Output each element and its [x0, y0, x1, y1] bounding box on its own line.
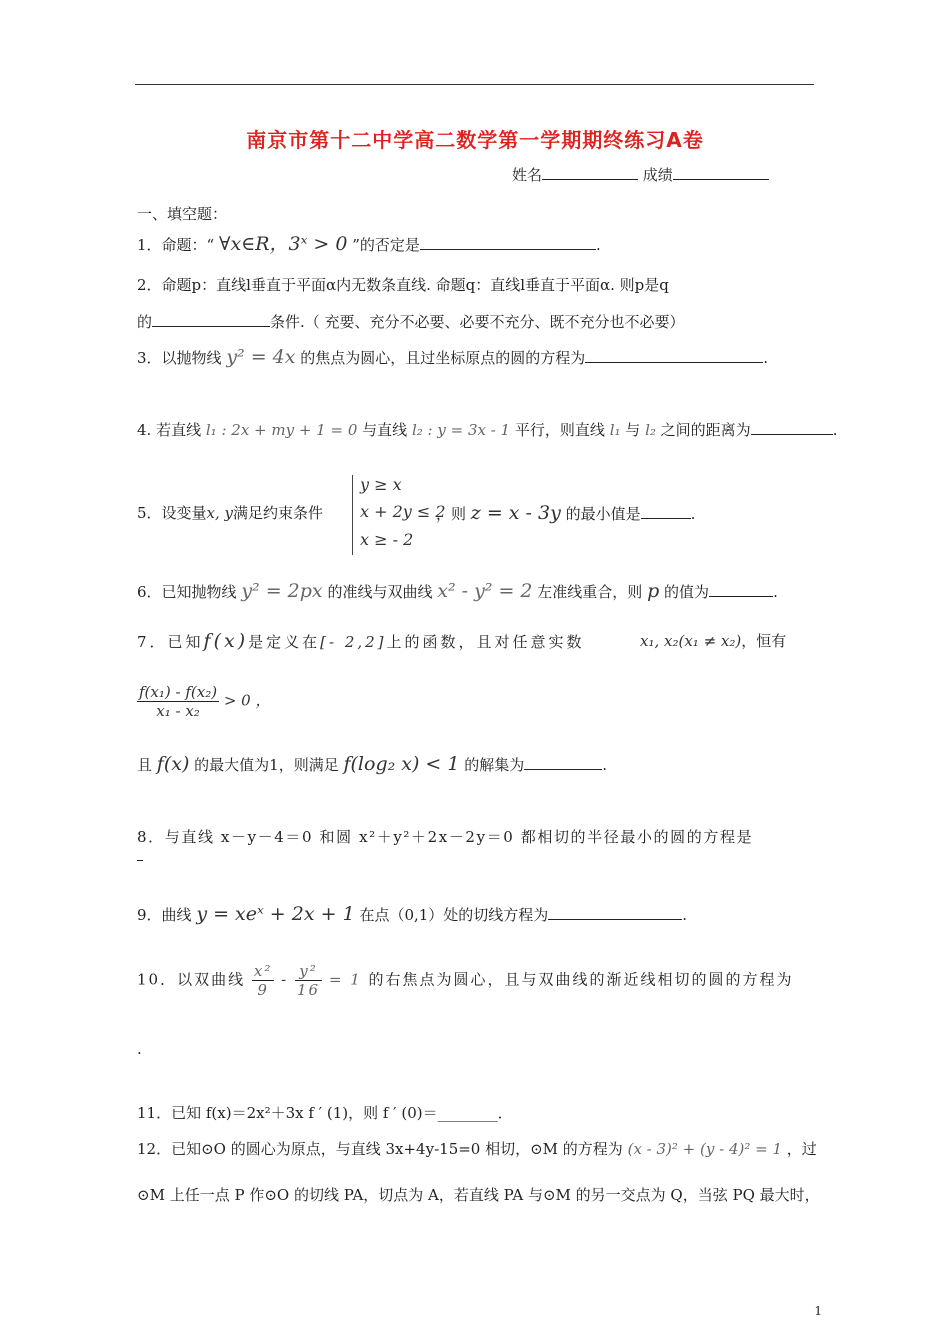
- q7-l3-ineq: f(log₂ x) < 1: [343, 753, 460, 775]
- question-9: 9．曲线 y = xeˣ + 2x + 1 在点（0,1）处的切线方程为 .: [137, 903, 688, 925]
- q5-objective: ，则 z = x - 3y 的最小值是 .: [436, 502, 696, 524]
- q10-frac-2: [295, 962, 322, 999]
- question-3: 3．以抛物线 y² = 4x 的焦点为圆心，且过坐标原点的圆的方程为 .: [137, 346, 769, 368]
- q2-pre: 的: [137, 313, 153, 331]
- q1-tail: ”的否定是: [352, 236, 420, 254]
- q7-answer-blank[interactable]: [524, 755, 602, 770]
- q7-denominator: x₁ - x₂: [156, 702, 200, 720]
- q5-mid: 满足约束条件: [233, 504, 324, 522]
- q4-mid: 与直线: [362, 421, 408, 439]
- q10-den-2: 16: [297, 981, 321, 999]
- q4-line2-math: l₂ : y = 3x - 1: [411, 421, 511, 439]
- q12-post: ，过: [786, 1140, 817, 1158]
- header-rule: [135, 84, 814, 85]
- q5-vars: x, y: [206, 504, 234, 522]
- q7-text: 7．已知: [137, 633, 204, 651]
- q12-math: (x - 3)² + (y - 4)² = 1: [627, 1140, 783, 1158]
- q6-parabola: y² = 2px: [241, 580, 323, 602]
- q6-mid: 的准线与双曲线: [327, 583, 433, 601]
- q7-vars: x₁, x₂(x₁ ≠ x₂): [640, 632, 742, 650]
- q7-fx: f(x): [203, 630, 249, 652]
- q10-post: 的右焦点为圆心，且与双曲线的渐近线相切的圆的方程为: [368, 970, 794, 989]
- q5-text: 5．设变量: [137, 504, 207, 522]
- q4-and: 与: [625, 421, 641, 439]
- q1-math: ∀x∈R，3ˣ > 0: [219, 233, 348, 255]
- q5-brace: [352, 475, 359, 555]
- q5-constraint-1: y ≥ x: [360, 475, 402, 494]
- q10-num-2: y²: [299, 962, 318, 980]
- q7-ineq: > 0 ，: [223, 691, 271, 710]
- q7-post: 上的函数，且对任意实数: [386, 633, 585, 651]
- q6-text: 6．已知抛物线: [137, 583, 237, 601]
- q6-answer-blank[interactable]: [709, 582, 773, 597]
- q4-end: 之间的距离为: [660, 421, 751, 439]
- q7-l3-fx: f(x): [156, 753, 190, 775]
- q9-post: 在点（0,1）处的切线方程为: [359, 906, 549, 924]
- question-12-line2: ⊙M 上任一点 P 作⊙O 的切线 PA，切点为 A，若直线 PA 与⊙M 的另一交点为 Q，当弦 PQ 最大时，: [137, 1186, 820, 1204]
- q6-hyperbola: x² - y² = 2: [437, 580, 533, 602]
- question-7: [137, 630, 585, 652]
- q4-post: 平行，则直线: [514, 421, 605, 439]
- q4-line1-math: l₁ : 2x + my + 1 = 0: [205, 421, 358, 439]
- q7-l3-mid: 的最大值为1，则满足: [194, 756, 339, 774]
- q5-constraint-3: x ≥ - 2: [360, 530, 414, 549]
- q7-fraction: [137, 683, 219, 720]
- q4-l2: l₂: [645, 421, 656, 439]
- q10-minus: -: [281, 970, 289, 989]
- section-heading: 一、填空题：: [137, 205, 228, 223]
- q7-mid: 是定义在: [248, 633, 321, 651]
- q7-l3-post: 的解集为: [464, 756, 525, 774]
- q5-answer-blank[interactable]: [641, 504, 691, 519]
- q9-answer-blank[interactable]: [548, 905, 682, 920]
- q9-math: y = xeˣ + 2x + 1: [196, 903, 355, 925]
- page-title: 南京市第十二中学高二数学第一学期期终练习A卷: [246, 128, 704, 152]
- q7-numerator: f(x₁) - f(x₂): [139, 683, 218, 701]
- q10-dot: .: [137, 1040, 142, 1058]
- q5-then: ，则: [436, 505, 467, 523]
- q4-text: 4. 若直线: [137, 421, 202, 439]
- q5-constraint-2: x + 2y ≤ 2: [360, 502, 446, 521]
- q10-eq: = 1: [328, 970, 362, 989]
- q1-text: 1．命题：“: [137, 236, 215, 254]
- question-12: [137, 1138, 817, 1159]
- q6-p: p: [647, 580, 660, 602]
- page-number: 1: [814, 1304, 822, 1318]
- q5-post: 的最小值是: [565, 505, 641, 523]
- score-label: 成绩: [642, 166, 673, 184]
- q3-math: y² = 4x: [226, 346, 296, 368]
- q12-text: 12．已知⊙O 的圆心为原点，与直线 3x+4y-15=0 相切，⊙M 的方程为: [137, 1140, 623, 1158]
- q10-num-1: x²: [253, 962, 273, 980]
- q7-interval: [- 2,2]: [320, 633, 387, 651]
- q1-answer-blank[interactable]: [420, 235, 596, 250]
- score-field[interactable]: [673, 165, 769, 180]
- q3-answer-blank[interactable]: [585, 348, 763, 363]
- question-10: [137, 962, 794, 999]
- name-score-row: [512, 164, 769, 185]
- q3-text: 3．以抛物线: [137, 349, 222, 367]
- question-5: [137, 502, 323, 523]
- q10-den-1: 9: [252, 980, 274, 999]
- q4-answer-blank[interactable]: [751, 420, 833, 435]
- q6-post: 左准线重合，则: [537, 583, 643, 601]
- name-field[interactable]: [542, 165, 638, 180]
- q9-text: 9．曲线: [137, 906, 192, 924]
- question-11: 11．已知 f(x)＝2x²＋3x f ′ (1)，则 f ′ (0)＝________．: [137, 1104, 513, 1122]
- q8-answer-blank-row: [137, 846, 143, 865]
- question-2: 2．命题p：直线l垂直于平面α内无数条直线. 命题q：直线l垂直于平面α. 则p是q: [137, 276, 669, 294]
- question-6: 6．已知抛物线 y² = 2px 的准线与双曲线 x² - y² = 2 左准线重合，则 p 的值为 .: [137, 580, 778, 602]
- q8-answer-blank[interactable]: [137, 846, 143, 861]
- question-4: 4. 若直线 l₁ : 2x + my + 1 = 0 与直线 l₂ : y = 3x - 1 平行，则直线 l₁ 与 l₂ 之间的距离为 .: [137, 421, 838, 439]
- q4-l1: l₁: [609, 421, 621, 439]
- q6-end: 的值为: [664, 583, 710, 601]
- q7-vars-line: [640, 630, 786, 651]
- q2-post: 条件.（ 充要、充分不必要、必要不充分、既不充分也不必要）: [270, 313, 685, 331]
- q7-tail: ，恒有: [741, 632, 787, 650]
- q2-answer-blank[interactable]: [152, 312, 270, 327]
- question-2-line2: [137, 311, 685, 332]
- q5-obj-math: z = x - 3y: [470, 502, 561, 524]
- q7-l3-pre: 且: [137, 756, 153, 774]
- q7-line3: 且 f(x) 的最大值为1，则满足 f(log₂ x) < 1 的解集为 .: [137, 753, 608, 775]
- question-8: 8．与直线 x－y－4＝0 和圆 x²＋y²＋2x－2y＝0 都相切的半径最小的圆的方程是: [137, 828, 754, 846]
- q10-text: 10．以双曲线: [137, 970, 246, 989]
- q3-tail: 的焦点为圆心，且过坐标原点的圆的方程为: [300, 349, 586, 367]
- question-1: 1．命题：“ ∀x∈R，3ˣ > 0 ”的否定是 .: [137, 233, 601, 255]
- q7-inequality: [137, 683, 271, 720]
- name-label: 姓名: [512, 166, 543, 184]
- q10-frac-1: [252, 962, 274, 999]
